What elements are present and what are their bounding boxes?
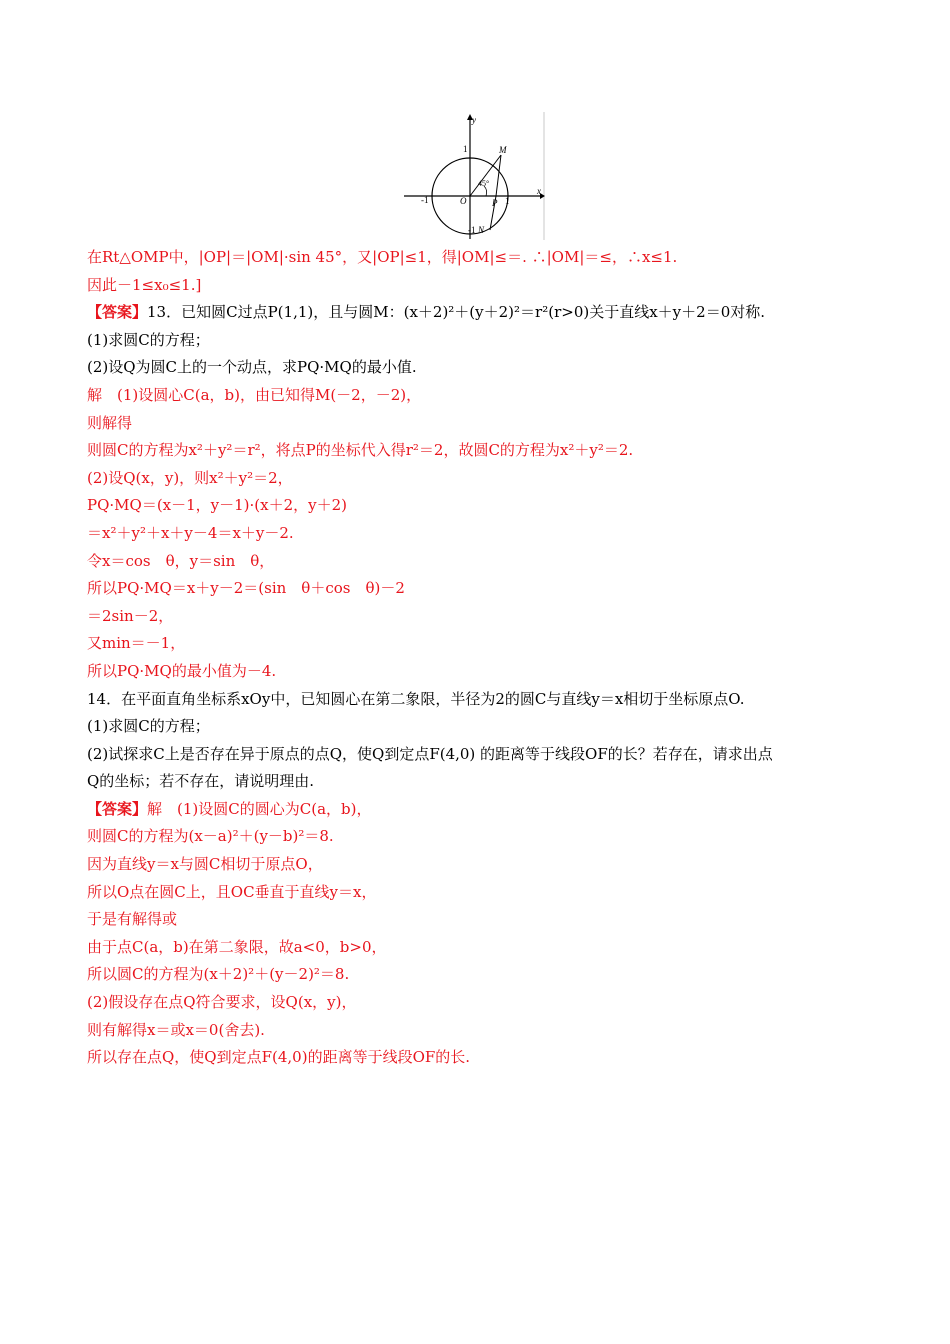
point-p-label: P: [492, 198, 498, 208]
text-line: 由于点C(a，b)在第二象限，故a<0，b>0，: [87, 937, 387, 956]
text-line: 所以O点在圆C上，且OC垂直于直线y＝x，: [87, 882, 377, 901]
text-line: (2)假设存在点Q符合要求，设Q(x，y)，: [87, 993, 357, 1012]
text-line: (1)求圆C的方程；: [87, 717, 210, 736]
angle-label: 45°: [478, 179, 490, 188]
tick-1-right: 1: [505, 196, 510, 206]
text-line: 则有解得x＝或x＝0(舍去).: [87, 1020, 265, 1039]
text-line: 在Rt△OMP中，|OP|＝|OM|·sin 45°，又|OP|≤1，得|OM|≤＝. ∴|OM|＝≤，∴x≤1.: [87, 248, 678, 266]
x-axis-label: x: [537, 186, 541, 196]
text-line: Q的坐标；若不存在，请说明理由.: [87, 772, 315, 791]
point-m-label: M: [499, 145, 507, 155]
text-line: 于是有解得或: [87, 910, 178, 929]
text-line: 又min＝－1，: [87, 634, 186, 653]
answer-tag: 【答案】: [87, 799, 148, 818]
text-line: 则圆C的方程为(x－a)²＋(y－b)²＝8.: [87, 827, 334, 846]
text-line: 解 (1)设圆心C(a，b)，由已知得M(－2，－2)，: [87, 385, 422, 404]
origin-label: O: [460, 196, 467, 206]
point-n-label: N: [478, 225, 485, 235]
text-line: ＝x²＋y²＋x＋y－4＝x＋y－2.: [87, 523, 294, 542]
text-line: (2)设Q为圆C上的一个动点，求PQ·MQ的最小值.: [87, 358, 417, 377]
text-line: 所以存在点Q，使Q到定点F(4,0)的距离等于线段OF的长.: [87, 1048, 471, 1067]
y-axis-label: y: [472, 115, 476, 125]
question-13: [87, 299, 910, 327]
text-line: 所以PQ·MQ＝x＋y－2＝(sin θ＋cos θ)－2: [87, 579, 405, 598]
document-body: [87, 244, 910, 1072]
text-line: ＝2sin－2，: [87, 606, 174, 625]
text-line: 则解得: [87, 413, 133, 432]
circle-figure: [404, 112, 546, 240]
text-line: (2)试探求C上是否存在异于原点的点Q，使Q到定点F(4,0) 的距离等于线段OF的长？若存在，请求出点: [87, 744, 773, 763]
tick-1-top: 1: [463, 144, 468, 154]
text-line: 则圆C的方程为x²＋y²＝r²，将点P的坐标代入得r²＝2，故圆C的方程为x²＋y²＝2.: [87, 441, 634, 460]
text-line: 令x＝cos θ，y＝sin θ，: [87, 551, 275, 570]
text-line: 所以PQ·MQ的最小值为－4.: [87, 661, 277, 680]
answer-tag: 【答案】: [87, 303, 148, 322]
text-line: 解 (1)设圆C的圆心为C(a，b)，: [147, 799, 372, 818]
answer-14: [87, 796, 910, 824]
question-14: 14．在平面直角坐标系xOy中，已知圆心在第二象限，半径为2的圆C与直线y＝x相切于坐标原点O.: [87, 689, 745, 708]
tick-neg1-left: -1: [421, 195, 429, 205]
text-line: (1)求圆C的方程；: [87, 330, 210, 349]
text-line: (2)设Q(x，y)，则x²＋y²＝2，: [87, 468, 293, 487]
text-line: 因此－1≤x₀≤1.]: [87, 275, 202, 294]
text-line: 13．已知圆C过点P(1,1)，且与圆M：(x＋2)²＋(y＋2)²＝r²(r>0)关于直线x＋y＋2＝0对称.: [147, 303, 766, 322]
text-line: 所以圆C的方程为(x＋2)²＋(y－2)²＝8.: [87, 965, 350, 984]
text-line: 因为直线y＝x与圆C相切于原点O，: [87, 855, 323, 874]
tick-neg1-bottom: -1: [468, 225, 476, 235]
text-line: PQ·MQ＝(x－1，y－1)·(x＋2，y＋2): [87, 496, 348, 515]
